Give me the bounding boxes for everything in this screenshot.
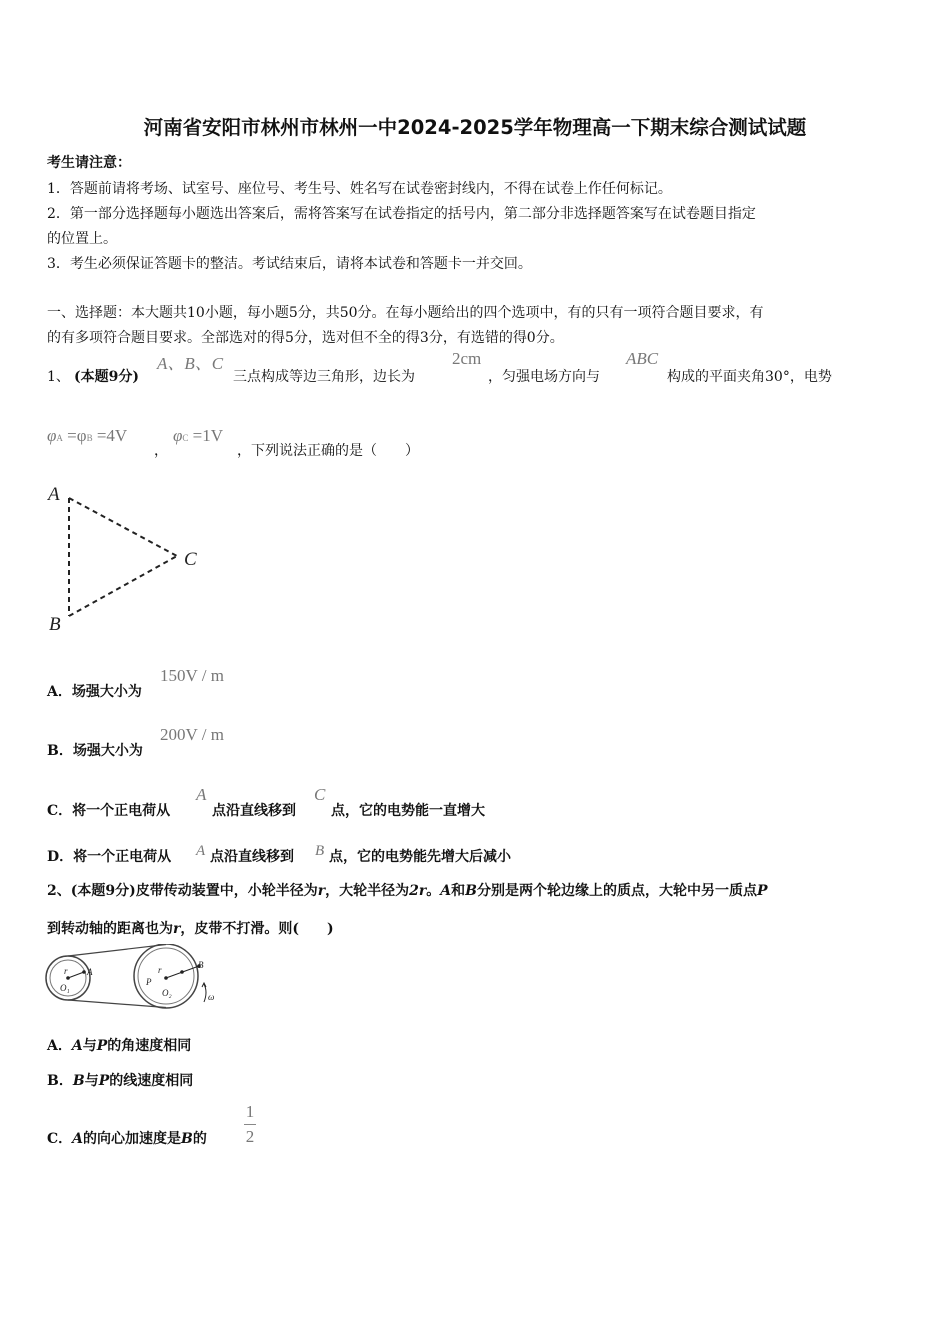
- q1-option-c-text: 点沿直线移到: [212, 803, 296, 819]
- fraction-numerator: 1: [245, 1102, 255, 1121]
- large-wheel: [134, 944, 198, 1008]
- q1-text: 构成的平面夹角30°，电势: [667, 369, 832, 385]
- label-omega: ω: [208, 992, 215, 1002]
- fraction-bar: [244, 1124, 256, 1125]
- q1-option-c-text: 点，它的电势能一直增大: [331, 803, 485, 819]
- point-p: [180, 970, 184, 974]
- notice-item: 2．第一部分选择题每小题选出答案后，需将答案写在试卷指定的括号内，第二部分非选择题答案写在试卷题目指定: [47, 206, 756, 222]
- q2-option-b: B．B与P的线速度相同: [47, 1073, 194, 1089]
- fraction-denominator: 2: [245, 1127, 255, 1146]
- q1-text: ，匀强电场方向与: [488, 369, 600, 385]
- triangle-side-ac: [69, 498, 177, 556]
- section-instructions: 的有多项符合题目要求。全部选对的得5分，选对但不全的得3分，有选错的得0分。: [47, 330, 564, 346]
- q2-stem-line2: 到转动轴的距离也为r，皮带不打滑。则( ): [47, 921, 334, 937]
- q2-option-c-fraction: [243, 1102, 257, 1147]
- vertex-label-a: A: [48, 484, 60, 505]
- radius-o1-a: [68, 972, 84, 978]
- page-title: 河南省安阳市林州市林州一中2024-2025学年物理高一下期末综合测试试题: [143, 116, 807, 139]
- q1-option-d: D．将一个正电荷从: [47, 849, 172, 865]
- section-instructions: 一、选择题：本大题共10小题，每小题5分，共50分。在每小题给出的四个选项中，有的只有一项符合题目要求，有: [47, 305, 764, 321]
- q1-comma: ，: [154, 443, 168, 459]
- notice-heading: 考生请注意：: [47, 155, 131, 171]
- label-p: P: [146, 977, 152, 987]
- q1-option-c: C．将一个正电荷从: [47, 803, 171, 819]
- q1-potential-c: φC =1V: [173, 426, 224, 445]
- q1-text: 三点构成等边三角形，边长为: [233, 369, 415, 385]
- q2-belt-figure: [42, 944, 222, 1010]
- point-a: [82, 970, 86, 974]
- notice-item: 3．考生必须保证答题卡的整洁。考试结束后，请将本试卷和答题卡一并交回。: [47, 256, 532, 272]
- q1-option-a: A．场强大小为: [47, 684, 142, 700]
- q1-triangle-figure: [40, 478, 220, 638]
- q1-option-c-point: A: [196, 785, 207, 804]
- q1-points: (本题9分): [74, 369, 139, 385]
- q1-potential-ab: φA =φB =4V: [47, 426, 128, 445]
- q2-option-a: A．A与P的角速度相同: [47, 1038, 192, 1054]
- q1-option-c-point: C: [314, 785, 326, 804]
- q1-option-b: B．场强大小为: [47, 743, 143, 759]
- vertex-label-b: B: [49, 614, 61, 635]
- q1-question: ，下列说法正确的是（ ）: [237, 443, 419, 459]
- triangle-side-bc: [69, 556, 177, 616]
- belt-top: [68, 945, 166, 957]
- q1-option-d-point: B: [315, 843, 325, 859]
- q1-plane-math: ABC: [626, 349, 659, 368]
- notice-item: 的位置上。: [47, 231, 117, 247]
- q1-points-math: A、B、C: [157, 354, 224, 373]
- label-b: B: [198, 960, 204, 970]
- q2-option-c: C．A的向心加速度是B的: [47, 1131, 207, 1147]
- label-a: A: [87, 967, 93, 977]
- q1-option-b-value: 200V / m: [160, 725, 224, 744]
- label-o1: O₁: [60, 983, 70, 993]
- label-o2: O₂: [162, 988, 172, 998]
- q2-stem-line1: 2、(本题9分)皮带传动装置中，小轮半径为r，大轮半径为2r。A和B分别是两个轮边缘上的质点，大轮中另一质点P: [47, 883, 768, 899]
- q1-number: 1、: [47, 369, 70, 385]
- q1-option-d-text: 点，它的电势能先增大后减小: [329, 849, 511, 865]
- label-r-big: r: [158, 965, 162, 975]
- notice-item: 1．答题前请将考场、试室号、座位号、考生号、姓名写在试卷密封线内，不得在试卷上作任何标记。: [47, 181, 672, 197]
- label-r-small: r: [64, 966, 68, 976]
- q1-option-d-point: A: [196, 843, 206, 859]
- q1-option-d-text: 点沿直线移到: [210, 849, 294, 865]
- q1-option-a-value: 150V / m: [160, 666, 224, 685]
- vertex-label-c: C: [184, 549, 197, 570]
- q1-side-length: 2cm: [452, 349, 482, 368]
